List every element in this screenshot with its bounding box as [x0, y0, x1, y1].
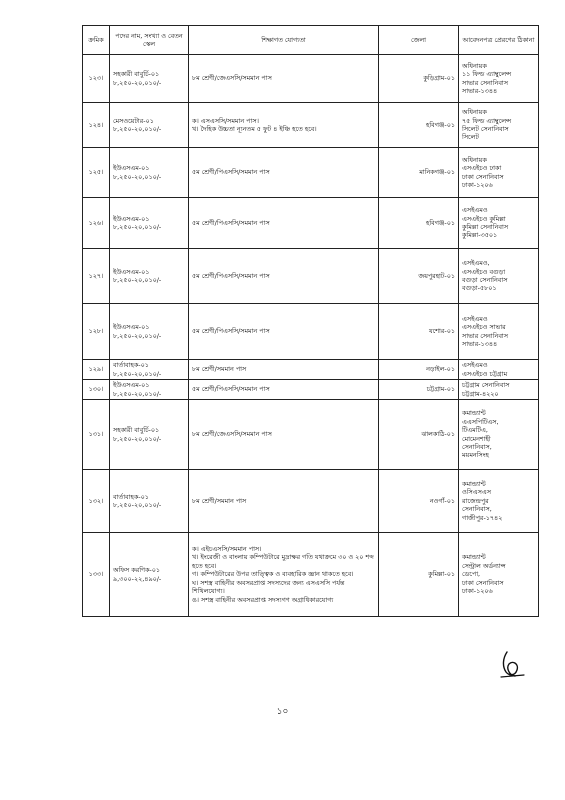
table-row [83, 360, 539, 380]
qualification-item: ঙ। সশস্ত্র বাহিনীর অবসরপ্রাপ্ত সদস্যগণ অগ্রাধিকারযোগ্য [192, 595, 334, 604]
post-name: সহকারী বাবুর্চি-০১ [113, 70, 160, 79]
address-cell [459, 400, 539, 470]
table-header-row [83, 26, 539, 55]
district-cell: ঝালকাঠি-০১ [379, 400, 459, 470]
post-name: বার্তাবাহক-০১ [113, 492, 149, 501]
address-line: সাভার-১৩৪৪ [462, 339, 498, 348]
qualification-item: গ। কম্পিউটারের উপর তাত্ত্বিক ও ব্যবহারিক জ্ঞান থাকতে হবে। [192, 570, 354, 579]
recruitment-table [82, 25, 539, 617]
qualification-item: ৫ম শ্রেণী/পিএসসি/সমমান পাস [192, 271, 270, 280]
table-row [83, 148, 539, 198]
post-cell [110, 249, 189, 304]
table-row [83, 380, 539, 400]
address-line: কুমিল্লা-৩৫০১ [462, 231, 498, 240]
pay-scale: ৮,২৫০-২০,০১০/- [113, 331, 162, 340]
post-cell [110, 55, 189, 103]
district-cell: যশোর-০১ [379, 304, 459, 360]
post-name: সহকারী বাবুর্চি-০১ [113, 426, 160, 435]
district-cell: কুমিল্লা-০১ [379, 533, 459, 617]
table-row [83, 55, 539, 103]
serial-cell: ১৩১। [83, 400, 110, 470]
district-cell: চট্টগ্রাম-০১ [379, 380, 459, 400]
post-cell [110, 198, 189, 249]
qualification-cell [189, 470, 379, 533]
qualification-cell [189, 103, 379, 148]
address-line: গাজীপুর-১৭৪২ [462, 513, 503, 522]
signature-mark [497, 648, 527, 680]
serial-cell: ১২৩। [83, 55, 110, 103]
post-cell [110, 400, 189, 470]
qualification-item: ৮ম শ্রেণী/জেএসসি/সমমান পাস [192, 74, 272, 83]
serial-cell: ১২৬। [83, 198, 110, 249]
header-qualification: শিক্ষাগত যোগ্যতা [189, 26, 379, 55]
post-name: ইউএসএম-০১ [113, 323, 150, 332]
post-name: বার্তাবাহক-০১ [113, 361, 149, 370]
address-line: সেন্ট্রাল অর্ডন্যান্স [462, 561, 506, 570]
address-line: এসএইচও সাভার [462, 323, 506, 332]
address-line: এএসপিটিএস, [462, 417, 499, 426]
qualification-item: ৫ম শ্রেণী/পিএসসি/সমমান পাস [192, 385, 270, 394]
post-name: ইউএসএম-০১ [113, 381, 150, 390]
district-cell: হবিগঞ্জ-০১ [379, 103, 459, 148]
address-line: এসইএমও [462, 314, 488, 323]
table-body [83, 55, 539, 617]
qualification-item: ৫ম শ্রেণী/পিএসসি/সমমান পাস [192, 168, 270, 177]
address-line: ঢাকা-১২০৬ [462, 587, 493, 596]
table-row [83, 304, 539, 360]
qualification-cell [189, 380, 379, 400]
pay-scale: ৮,২৫০-২০,০১০/- [113, 276, 162, 284]
qualification-item: ক। এইচএসসি/সমমান পাস। [192, 545, 262, 554]
post-cell [110, 148, 189, 198]
address-line: এসএইচও কুমিল্লা [462, 214, 506, 223]
qualification-cell [189, 360, 379, 380]
address-line: ডেপো, [462, 570, 481, 579]
address-line: সাভার সেনানিবাস [462, 331, 508, 340]
district-cell: নড়াইল-০১ [379, 360, 459, 380]
address-line: এসএইচও চট্টগ্রাম [462, 369, 508, 378]
address-line: সাভার-১৩৪৪ [462, 86, 498, 95]
post-cell [110, 304, 189, 360]
address-line: ৭৫ ফিল্ড এ্যাম্বুলেন্স [462, 116, 512, 125]
address-line: মোমেনশাহী [462, 434, 491, 443]
pay-scale: ৮,২৫০-২০,০১০/- [113, 389, 162, 398]
address-line: এসইএমও, [462, 259, 490, 268]
qualification-cell [189, 533, 379, 617]
address-line: ১১ ফিল্ড এ্যাম্বুলেন্স [462, 70, 512, 79]
address-line: ময়মনসিংহ [462, 451, 489, 460]
address-line: কমান্ড্যান্ট [462, 409, 486, 418]
serial-cell: ১২৫। [83, 148, 110, 198]
serial-cell: ১২৭। [83, 249, 110, 304]
address-cell [459, 55, 539, 103]
address-line: ঢাকা-১২০৬ [462, 180, 493, 189]
address-line: চট্টগ্রাম-৪২২০ [462, 389, 499, 398]
address-line: অধিনায়ক [462, 108, 487, 117]
table-row [83, 470, 539, 533]
table-row [83, 249, 539, 304]
address-line: এসএইচও বগুড়া [462, 267, 506, 276]
address-line: সিলেট [462, 133, 479, 142]
address-line: অধিনায়ক [462, 61, 487, 70]
address-line: সেনানিবাস, [462, 442, 492, 451]
district-cell: কুড়িগ্রাম-০১ [379, 55, 459, 103]
address-cell [459, 533, 539, 617]
qualification-cell [189, 198, 379, 249]
address-cell [459, 249, 539, 304]
pay-scale: ৯,৩০০-২২,৪৯০/- [113, 574, 162, 583]
serial-cell: ১৩২। [83, 470, 110, 533]
qualification-item: ক। এসএসসি/সমমান পাস। [192, 116, 259, 125]
page-number: ১০ [276, 707, 289, 717]
address-line: কমান্ড্যান্ট [462, 553, 486, 562]
qualification-item: ঘ। সশস্ত্র বাহিনীর অবসরপ্রাপ্ত সদস্যদের জন্য এসএসসি পর্যন্ত শিথিলযোগ্য। [192, 578, 345, 596]
address-line: এসএইচও ঢাকা [462, 164, 502, 173]
pay-scale: ৮,২৫০-২০,০১০/- [113, 125, 162, 133]
district-cell: মানিকগঞ্জ-০১ [379, 148, 459, 198]
header-serial: ক্রমিক [83, 26, 110, 55]
qualification-cell [189, 249, 379, 304]
header-district: জেলা [379, 26, 459, 55]
address-line: বগুড়া সেনানিবাস [462, 276, 508, 284]
address-cell [459, 198, 539, 249]
address-line: সেনানিবাস, [462, 505, 492, 514]
address-line: সাভার সেনানিবাস [462, 78, 508, 87]
address-line: অধিনায়ক [462, 155, 487, 164]
serial-cell: ১২৮। [83, 304, 110, 360]
post-cell [110, 360, 189, 380]
post-cell [110, 103, 189, 148]
address-cell [459, 360, 539, 380]
address-cell [459, 380, 539, 400]
pay-scale: ৮,২৫০-২০,০১০/- [113, 501, 162, 509]
post-cell [110, 533, 189, 617]
address-line: এসইএমও [462, 206, 488, 215]
address-line: এসইএমও [462, 361, 488, 370]
address-cell [459, 103, 539, 148]
qualification-item: খ। ইংরেজী ও বাংলায় কম্পিউটারে মুদ্রাক্ষর গতি যথাক্রমে ৩০ ও ২০ শব্দ হতে হবে। [192, 553, 374, 570]
table-row [83, 103, 539, 148]
serial-cell: ১২৪। [83, 103, 110, 148]
address-line: টিএমটিএ, [462, 426, 488, 435]
qualification-item: ৮ম শ্রেণী/সমমান পাস [192, 365, 247, 374]
address-cell [459, 304, 539, 360]
post-name: মেসওয়েটার-০১ [113, 116, 154, 125]
qualification-item: ৮ম শ্রেণী/সমমান পাস [192, 496, 247, 505]
qualification-cell [189, 148, 379, 198]
serial-cell: ১৩৩। [83, 533, 110, 617]
table-row [83, 400, 539, 470]
pay-scale: ৮,২৫০-২০,০১০/- [113, 223, 162, 231]
qualification-item: ৫ম শ্রেণী/পিএসসি/সমমান পাস [192, 218, 270, 227]
post-name: ইউএসএম-০১ [113, 214, 150, 223]
qualification-cell [189, 304, 379, 360]
qualification-item: ৫ম শ্রেণী/পিএসসি/সমমান পাস [192, 327, 270, 336]
address-cell [459, 470, 539, 533]
post-cell [110, 380, 189, 400]
pay-scale: ৮,২৫০-২০,০১০/- [113, 172, 162, 181]
address-line: ওসিএসএস [462, 488, 491, 497]
post-name: অফিস করণিক-০১ [113, 566, 161, 575]
qualification-item: খ। দৈহিক উচ্চতা ন্যূনতম ৫ ফুট ৪ ইঞ্চি হতে হবে। [192, 125, 317, 133]
address-line: চট্টগ্রাম সেনানিবাস [462, 381, 510, 390]
address-line: সিলেট সেনানিবাস [462, 125, 509, 133]
post-name: ইউএসএম-০১ [113, 267, 150, 276]
serial-cell: ১৩০। [83, 380, 110, 400]
pay-scale: ৮,২৫০-২০,০১০/- [113, 369, 162, 378]
district-cell: জয়পুরহাট-০১ [379, 249, 459, 304]
address-line: কুমিল্লা সেনানিবাস [462, 223, 509, 231]
pay-scale: ৮,২৫০-২০,০১০/- [113, 78, 162, 87]
address-cell [459, 148, 539, 198]
district-cell: হবিগঞ্জ-০১ [379, 198, 459, 249]
post-name: ইউএসএম-০১ [113, 164, 150, 173]
post-cell [110, 470, 189, 533]
table-row [83, 533, 539, 617]
address-line: ঢাকা সেনানিবাস [462, 172, 504, 181]
table-row [83, 198, 539, 249]
address-line: ঢাকা সেনানিবাস [462, 578, 504, 587]
qualification-item: ৮ম শ্রেণী/জেএসসি/সমমান পাস [192, 430, 272, 439]
pay-scale: ৮,২৫০-২০,০১০/- [113, 434, 162, 443]
header-address: আবেদনপত্র প্রেরণের ঠিকানা [459, 26, 539, 55]
serial-cell: ১২৯। [83, 360, 110, 380]
district-cell: নওগাঁ-০১ [379, 470, 459, 533]
address-line: বগুড়া-৫৮০১ [462, 284, 497, 293]
address-line: কমান্ড্যান্ট [462, 479, 486, 488]
qualification-cell [189, 400, 379, 470]
qualification-cell [189, 55, 379, 103]
address-line: রাজেন্দ্রপুর [462, 496, 489, 505]
header-post: পদের নাম, সংখ্যা ও বেতন স্কেল [110, 26, 189, 55]
